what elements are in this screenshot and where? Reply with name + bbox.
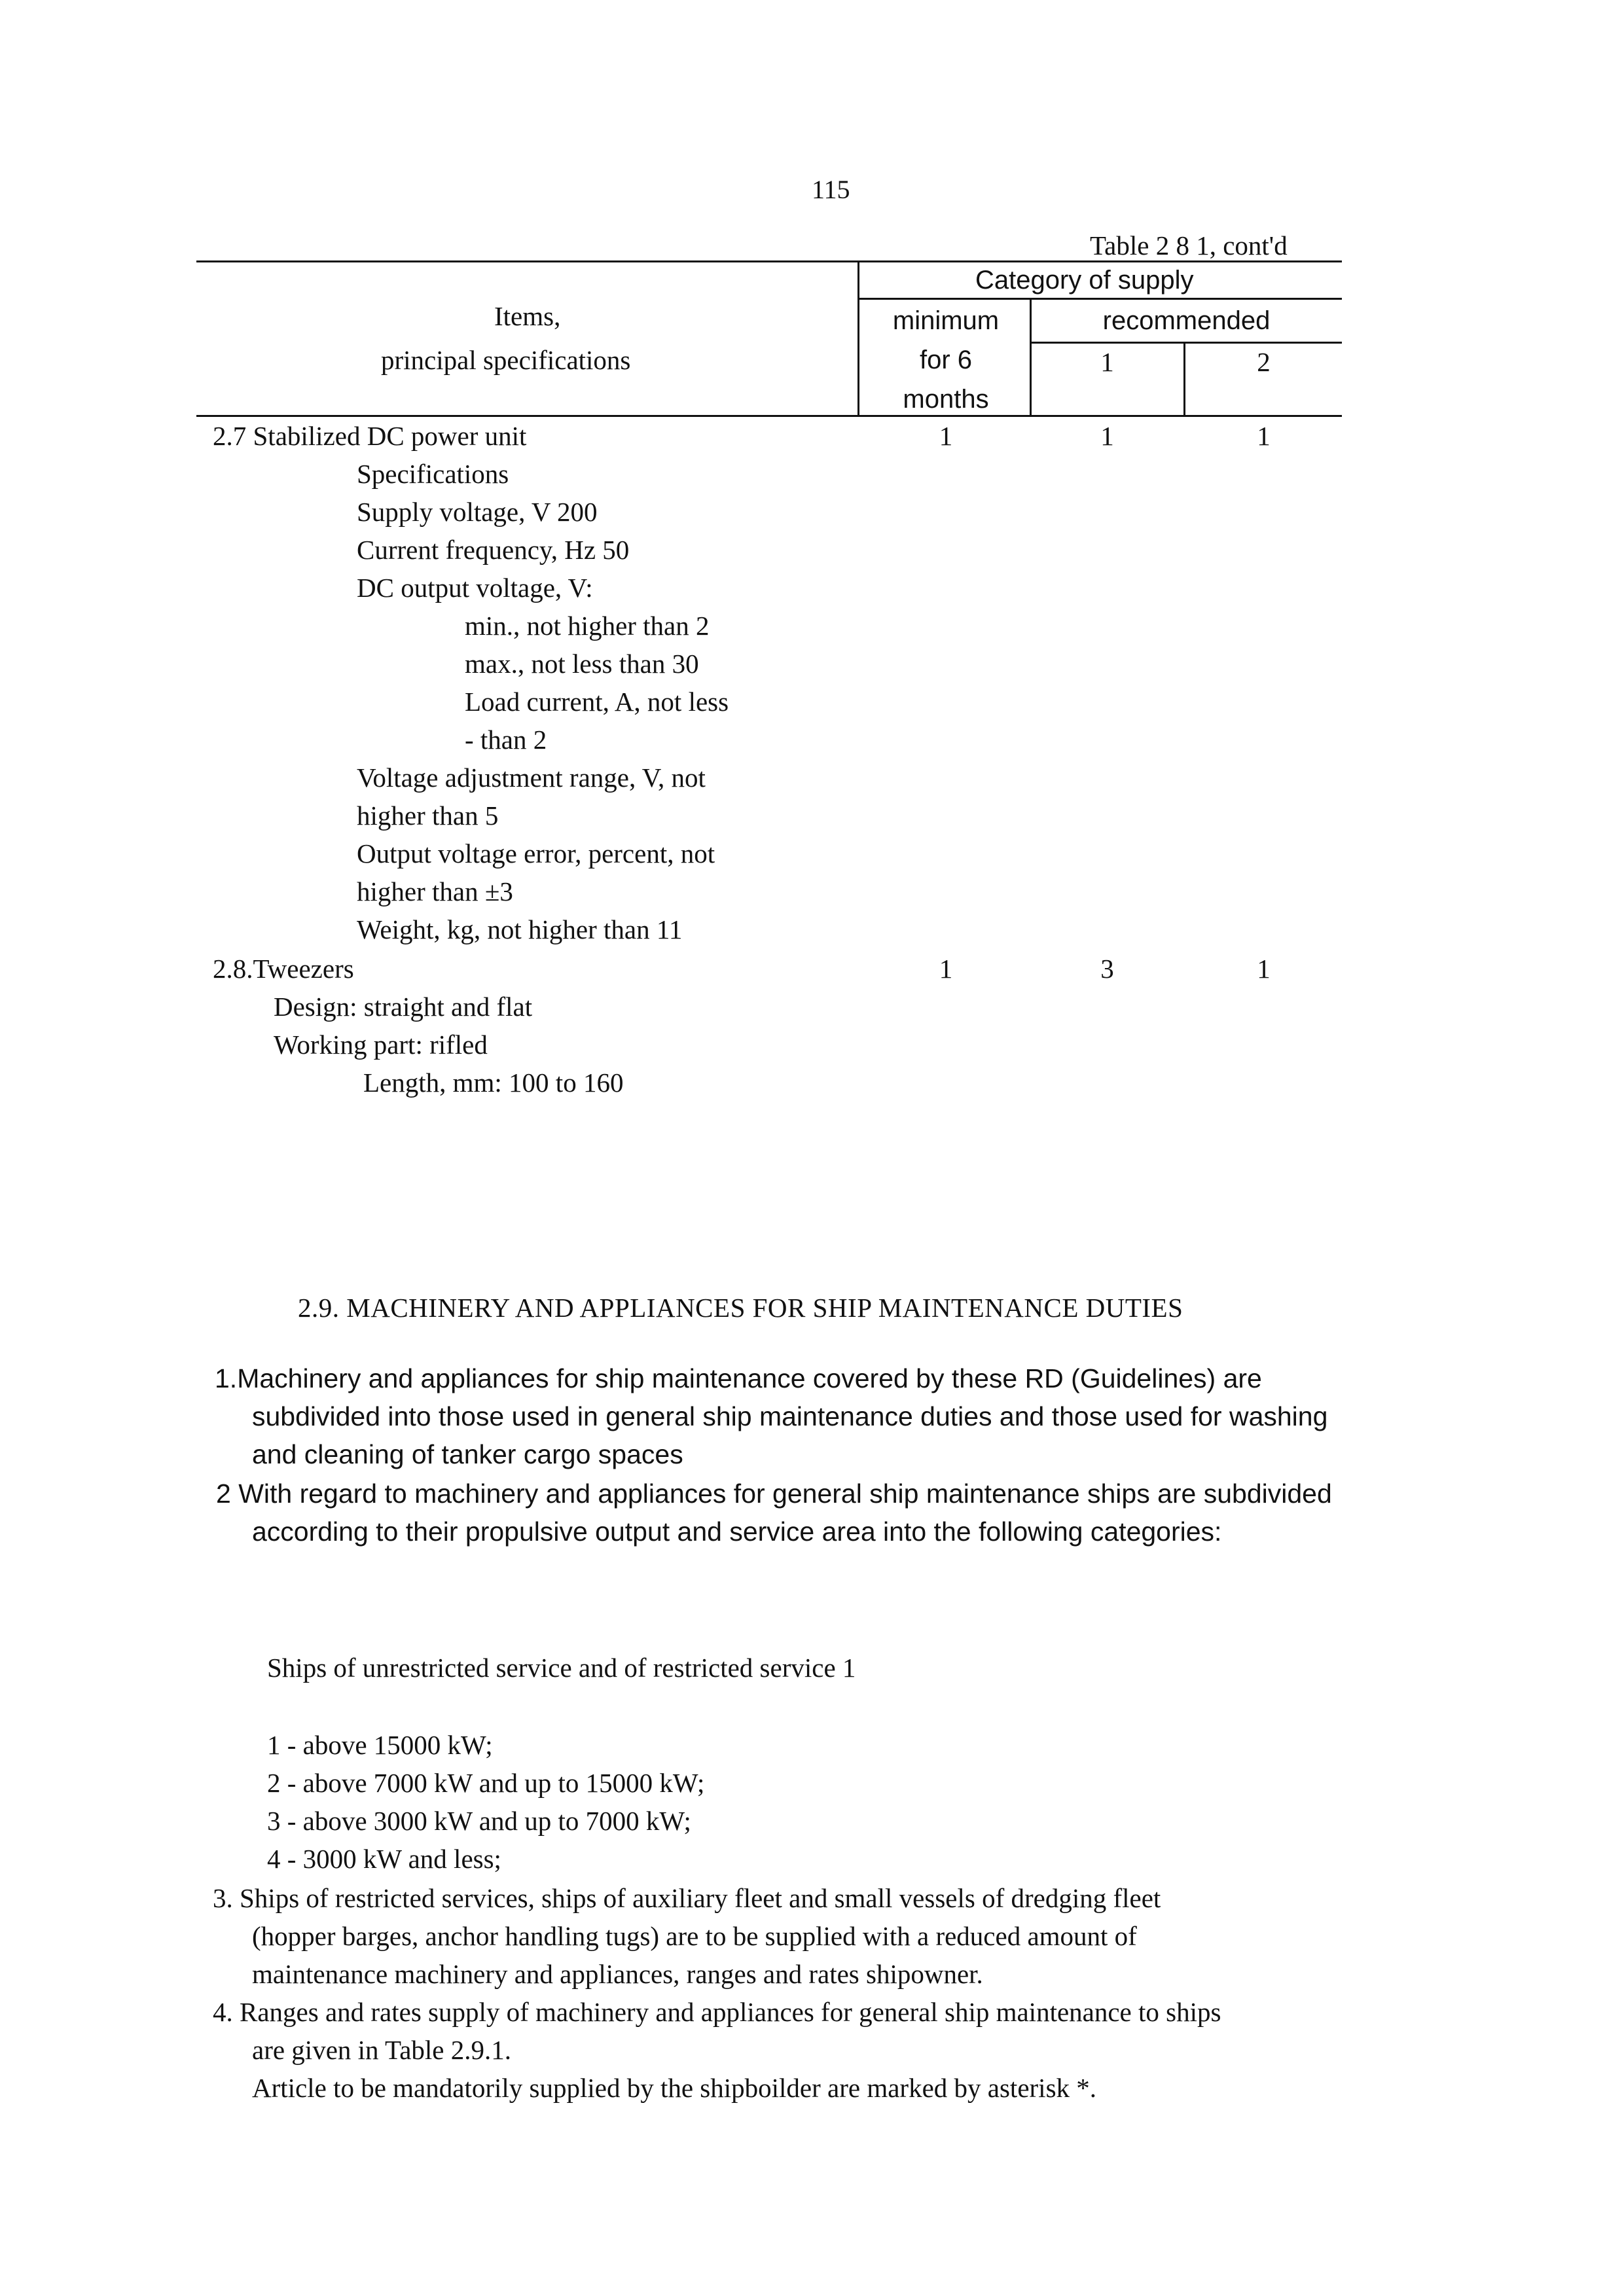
- category-underline: [857, 298, 1342, 300]
- row-item-title: 2.8.Tweezers: [213, 954, 354, 984]
- paragraph-line: are given in Table 2.9.1.: [252, 2035, 512, 2065]
- rec-col1-header: 1: [1100, 347, 1114, 377]
- table-caption: Table 2 8 1, cont'd: [1090, 230, 1288, 260]
- paragraph-line: subdivided into those used in general ship maintenance duties and those used for washing: [252, 1401, 1328, 1431]
- recommended-header: recommended: [1102, 306, 1271, 335]
- row-rec2-value: 1: [1257, 954, 1271, 984]
- row-item-title: 2.7 Stabilized DC power unit: [213, 421, 527, 451]
- spec-line: min., not higher than 2: [465, 611, 710, 641]
- section-heading: 2.9. MACHINERY AND APPLIANCES FOR SHIP MAINTENANCE DUTIES: [298, 1293, 1183, 1323]
- spec-line: Weight, kg, not higher than 11: [357, 914, 683, 944]
- spec-line: max., not less than 30: [465, 649, 699, 679]
- paragraph-line: 2 With regard to machinery and appliances for general ship maintenance ships are subdivided: [216, 1479, 1332, 1509]
- category-line: 3 - above 3000 kW and up to 7000 kW;: [267, 1806, 691, 1836]
- row-minimum-value: 1: [939, 954, 953, 984]
- minimum-header: minimum: [892, 306, 1000, 335]
- spec-line: Specifications: [357, 459, 509, 489]
- category-line: 2 - above 7000 kW and up to 15000 kW;: [267, 1768, 705, 1798]
- table-top-rule: [196, 260, 1342, 262]
- spec-line: Voltage adjustment range, V, not: [357, 762, 706, 793]
- items-header: Items,: [494, 301, 561, 331]
- paragraph-line: Article to be mandatorily supplied by the shipboilder are marked by asterisk *.: [252, 2073, 1097, 2103]
- spec-line: DC output voltage, V:: [357, 573, 593, 603]
- spec-line: Working part: rifled: [274, 1030, 488, 1060]
- spec-line: Length, mm: 100 to 160: [363, 1067, 624, 1098]
- row-rec2-value: 1: [1257, 421, 1271, 451]
- minimum-header-l3: months: [903, 385, 989, 414]
- row-minimum-value: 1: [939, 421, 953, 451]
- category-line: 1 - above 15000 kW;: [267, 1730, 493, 1760]
- minimum-header-l2: for 6: [919, 346, 973, 374]
- paragraph-line: 4. Ranges and rates supply of machinery and appliances for general ship maintenance to ships: [213, 1997, 1221, 2027]
- table-items-divider: [857, 260, 859, 416]
- row-rec1-value: 1: [1100, 421, 1114, 451]
- paragraph-line: (hopper barges, anchor handling tugs) are to be supplied with a reduced amount of: [252, 1921, 1137, 1951]
- items-header-sub: principal specifications: [381, 345, 631, 375]
- spec-line: Output voltage error, percent, not: [357, 838, 715, 869]
- category-line: 4 - 3000 kW and less;: [267, 1844, 501, 1874]
- spec-line: Load current, A, not less: [465, 687, 729, 717]
- table-header-rule: [196, 415, 1342, 417]
- spec-line: Current frequency, Hz 50: [357, 535, 630, 565]
- paragraph-line: 1.Machinery and appliances for ship maintenance covered by these RD (Guidelines) are: [215, 1363, 1262, 1393]
- spec-line: higher than 5: [357, 800, 499, 831]
- rec-col2-header: 2: [1257, 347, 1271, 377]
- paragraph-line: and cleaning of tanker cargo spaces: [252, 1439, 683, 1469]
- recommended-underline: [1030, 342, 1342, 344]
- spec-line: Design: straight and flat: [274, 992, 533, 1022]
- category-header: Category of supply: [975, 266, 1194, 295]
- paragraph-line: according to their propulsive output and service area into the following categories:: [252, 1516, 1222, 1547]
- spec-line: Supply voltage, V 200: [357, 497, 598, 527]
- spec-line: - than 2: [465, 725, 547, 755]
- paragraph-line: 3. Ships of restricted services, ships of auxiliary fleet and small vessels of dredging fleet: [213, 1883, 1161, 1913]
- paragraph-line: maintenance machinery and appliances, ranges and rates shipowner.: [252, 1959, 983, 1989]
- spec-line: higher than ±3: [357, 876, 513, 906]
- ships-line: Ships of unrestricted service and of restricted service 1: [267, 1653, 856, 1683]
- row-rec1-value: 3: [1100, 954, 1114, 984]
- page-number: 115: [812, 175, 850, 204]
